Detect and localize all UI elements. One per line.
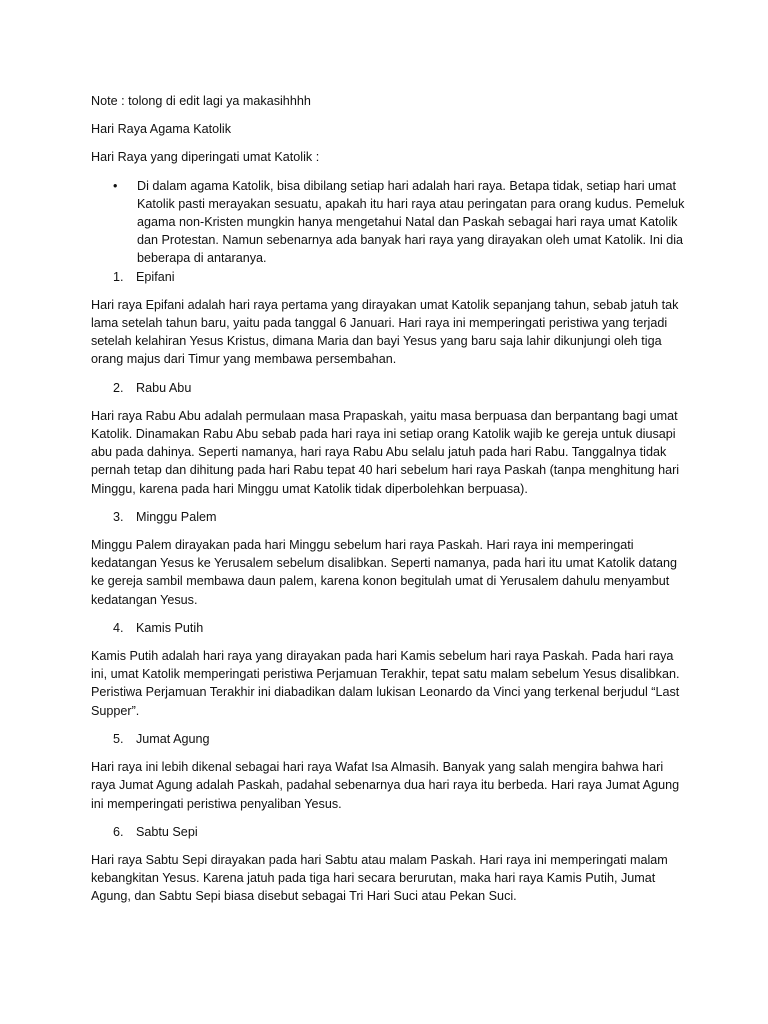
- section-body-jumat-agung: Hari raya ini lebih dikenal sebagai hari raya Wafat Isa Almasih. Banyak yang salah mengira bahwa hari raya Jumat Agung adalah Paskah, padahal sebenarnya dua hari raya itu berbeda. Hari raya Jumat Agung ini memperingati peristiwa penyaliban Yesus.: [91, 760, 680, 811]
- section-number: 2.: [113, 380, 124, 395]
- section-number: 4.: [113, 620, 124, 635]
- section-heading-sabtu-sepi: [91, 823, 768, 841]
- section-body-epifani: Hari raya Epifani adalah hari raya pertama yang dirayakan umat Katolik sepanjang tahun, sebab jatuh tak lama setelah tahun baru, yaitu pada tanggal 6 Januari. Hari raya ini memperingati peristiwa yang terjadi setelah kelahiran Yesus Kristus, dimana Maria dan bayi Yesus yang baru saja lahir dikunjungi oleh tiga orang majus dari Timur yang membawa persembahan.: [91, 297, 679, 367]
- section-title: Rabu Abu: [136, 380, 192, 395]
- section-number: 3.: [113, 509, 124, 524]
- bullet-text: Di dalam agama Katolik, bisa dibilang setiap hari adalah hari raya. Betapa tidak, setiap hari umat Katolik pasti merayakan sesuatu, apakah itu hari raya atau peringatan para orang kudus. Pemeluk agama non-Kristen mungkin hanya mengetahui Natal dan Paskah sebagai hari raya umat Katolik dan Protestan. Namun sebenarnya ada banyak hari raya yang dirayakan oleh umat Katolik. Ini dia beberapa di antaranya.: [137, 178, 685, 266]
- section-heading-jumat-agung: [91, 730, 768, 748]
- section-heading-rabu-abu: [91, 379, 768, 397]
- section-heading-epifani: [91, 268, 768, 286]
- section-number: 5.: [113, 731, 124, 746]
- section-body-rabu-abu: Hari raya Rabu Abu adalah permulaan masa Prapaskah, yaitu masa berpuasa dan berpantang bagi umat Katolik. Dinamakan Rabu Abu sebab pada hari raya ini setiap orang Katolik wajib ke gereja untuk diusapi abu pada dahinya. Seperti namanya, hari raya Rabu Abu selalu jatuh pada hari Rabu. Tanggalnya tidak pernah tetap dan dihitung pada hari Rabu tepat 40 hari sebelum hari raya Paskah (tanpa menghitung hari Minggu, karena pada hari Minggu umat Katolik tidak diperbolehkan berpuasa).: [91, 408, 680, 496]
- bullet-dot-icon: •: [113, 178, 118, 193]
- section-body-minggu-palem: Minggu Palem dirayakan pada hari Minggu sebelum hari raya Paskah. Hari raya ini memperingati kedatangan Yesus ke Yerusalem sebelum disalibkan. Seperti namanya, pada hari itu umat Katolik datang ke gereja sambil membawa daun palem, karena konon begitulah umat di Yerusalem dahulu menyambut kedatangan Yesus.: [91, 538, 677, 607]
- document-title: Hari Raya Agama Katolik: [91, 122, 231, 137]
- section-title: Kamis Putih: [136, 620, 204, 635]
- section-heading-kamis-putih: [91, 619, 768, 637]
- bullet-item: [91, 177, 697, 268]
- intro-line: Hari Raya yang diperingati umat Katolik :: [91, 150, 320, 165]
- section-heading-minggu-palem: [91, 508, 768, 526]
- section-title: Minggu Palem: [136, 509, 217, 524]
- section-number: 6.: [113, 824, 124, 839]
- section-title: Jumat Agung: [136, 731, 210, 746]
- section-number: 1.: [113, 269, 124, 284]
- section-title: Epifani: [136, 269, 175, 284]
- section-title: Sabtu Sepi: [136, 824, 198, 839]
- section-body-sabtu-sepi: Hari raya Sabtu Sepi dirayakan pada hari Sabtu atau malam Paskah. Hari raya ini memperingati malam kebangkitan Yesus. Karena jatuh pada tiga hari secara berurutan, maka hari raya Kamis Putih, Jumat Agung, dan Sabtu Sepi biasa disebut sebagai Tri Hari Suci atau Pekan Suci.: [91, 852, 668, 904]
- bullet-list: [91, 177, 768, 268]
- section-body-kamis-putih: Kamis Putih adalah hari raya yang dirayakan pada hari Kamis sebelum hari raya Paskah. Pada hari raya ini, umat Katolik memperingati peristiwa Perjamuan Terakhir, tepat satu malam sebelum Yesus disalibkan. Peristiwa Perjamuan Terakhir ini diabadikan dalam lukisan Leonardo da Vinci yang terkenal berjudul “Last Supper”.: [91, 649, 680, 718]
- note-line: Note : tolong di edit lagi ya makasihhhh: [91, 94, 311, 108]
